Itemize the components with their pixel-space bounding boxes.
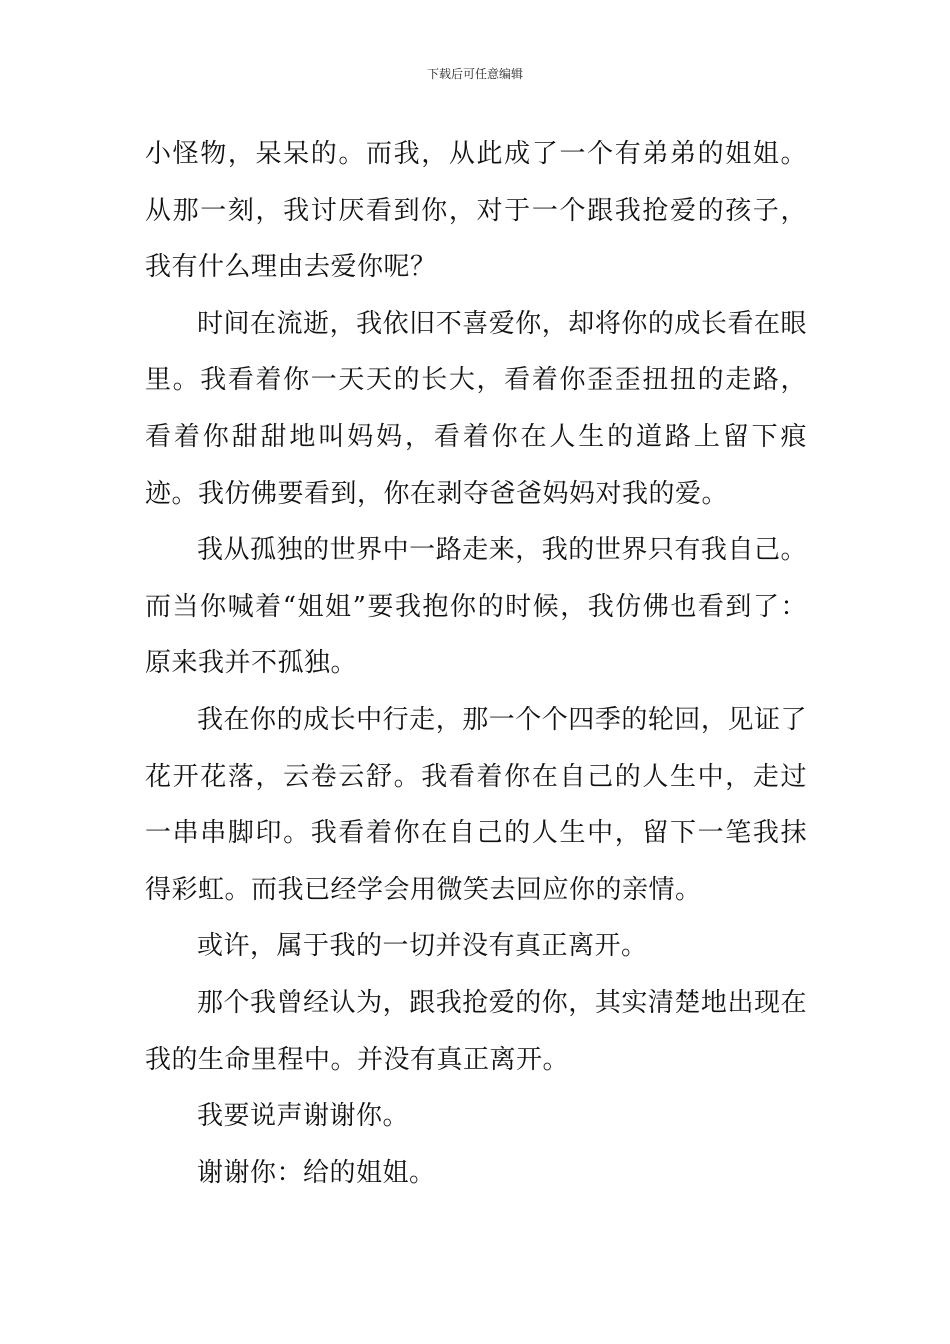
paragraph-4: 我在你的成长中行走，那一个个四季的轮回，见证了花开花落，云卷云舒。我看着你在自己的人生中，走过一串串脚印。我看着你在自己的人生中，留下一笔我抹得彩虹。而我已经学会用微笑去回应你的亲情。 (145, 704, 807, 905)
paragraph-7: 我要说声谢谢你。 (197, 1101, 410, 1132)
paragraph-6: 那个我曾经认为，跟我抢爱的你，其实清楚地出现在我的生命里程中。并没有真正离开。 (145, 987, 807, 1075)
paragraph-2: 时间在流逝，我依旧不喜爱你，却将你的成长看在眼里。我看着你一天天的长大，看着你歪歪扭扭的走路，看着你甜甜地叫妈妈，看着你在人生的道路上留下痕迹。我仿佛要看到，你在剥夺爸爸妈妈对我的爱。 (145, 308, 807, 509)
paragraph-1: 小怪物，呆呆的。而我，从此成了一个有弟弟的姐姐。从那一刻，我讨厌看到你，对于一个跟我抢爱的孩子，我有什么理由去爱你呢？ (145, 139, 807, 283)
paragraph-8: 谢谢你：给的姐姐。 (197, 1157, 436, 1188)
document-body (145, 126, 807, 1201)
paragraph-5: 或许，属于我的一切并没有真正离开。 (197, 931, 648, 962)
page-header: 下载后可任意编辑 (426, 67, 523, 81)
paragraph-3: 我从孤独的世界中一路走来，我的世界只有我自己。而当你喊着“姐姐”要我抱你的时候，我仿佛也看到了：原来我并不孤独。 (145, 535, 807, 679)
